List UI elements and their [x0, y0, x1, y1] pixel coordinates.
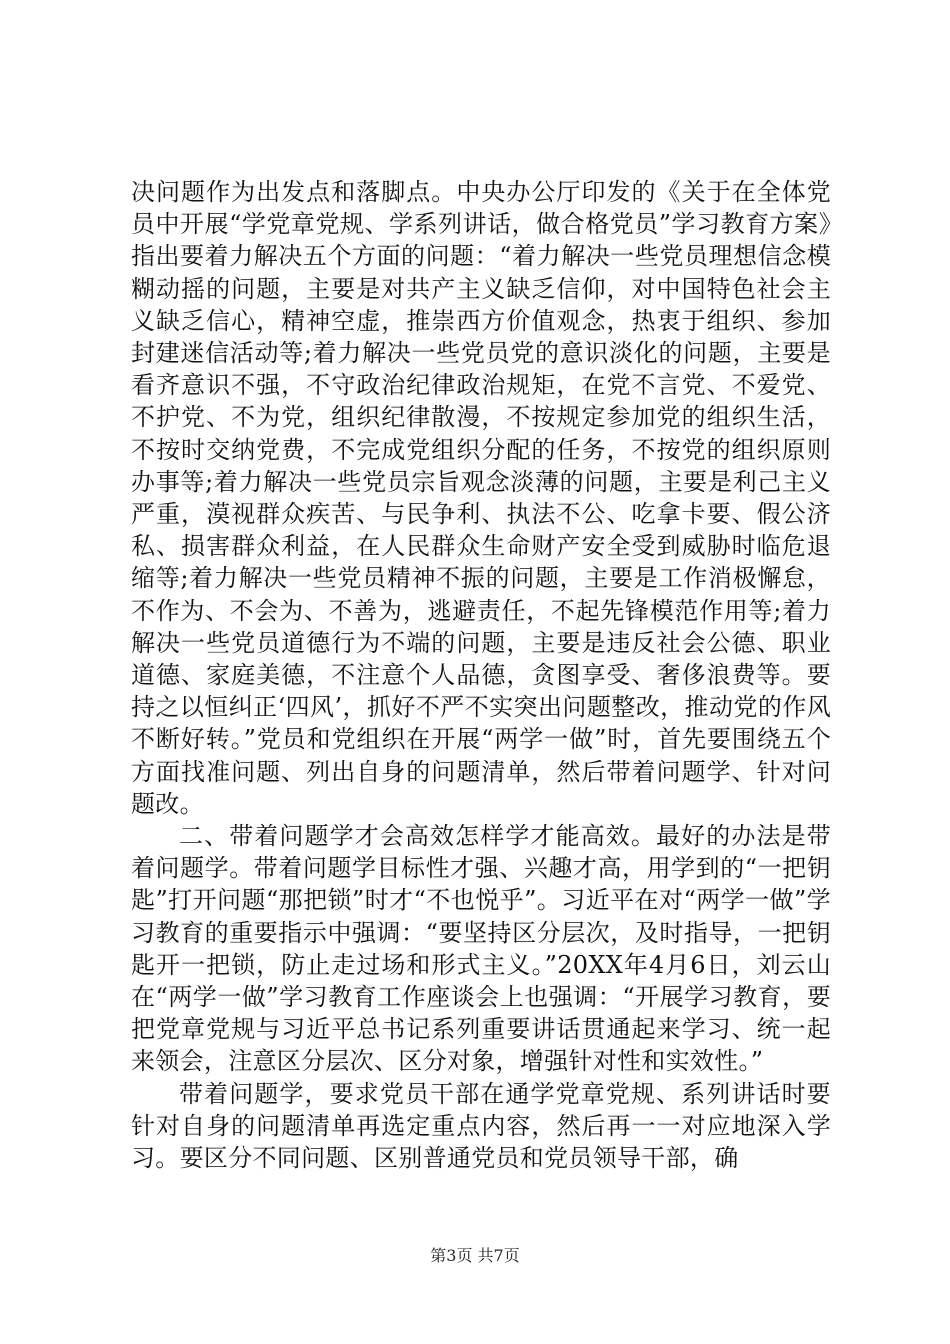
paragraph-continuation: 决问题作为出发点和落脚点。中央办公厅印发的《关于在全体党员中开展“学党章党规、学系列讲话，做合格党员”学习教育方案》指出要着力解决五个方面的问题：“着力解决一些党员理想信念模糊动摇的问题，主要是对共产主义缺乏信仰，对中国特色社会主义缺乏信心，精神空虚，推崇西方价值观念，热衷于组织、参加封建迷信活动等;着力解决一些党员党的意识淡化的问题，主要是看齐意识不强，不守政治纪律政治规矩，在党不言党、不爱党、不护党、不为党，组织纪律散漫，不按规定参加党的组织生活，不按时交纳党费，不完成党组织分配的任务，不按党的组织原则办事等;着力解决一些党员宗旨观念淡薄的问题，主要是利己主义严重，漠视群众疾苦、与民争利、执法不公、吃拿卡要、假公济私、损害群众利益，在人民群众生命财产安全受到威胁时临危退缩等;着力解决一些党员精神不振的问题，主要是工作消极懈怠，不作为、不会为、不善为，逃避责任，不起先锋模范作用等;着力解决一些党员道德行为不端的问题，主要是违反社会公德、职业道德、家庭美德，不注意个人品德，贪图享受、奢侈浪费等。要持之以恒纠正‘四风’，抓好不严不实突出问题整改，推动党的作风不断好转。”党员和党组织在开展“两学一做”时，首先要围绕五个方面找准问题、列出自身的问题清单，然后带着问题学、针对问题改。 — [131, 178, 831, 818]
paragraph-study-with-questions: 带着问题学，要求党员干部在通学党章党规、系列讲话时要针对自身的问题清单再选定重点内容，然后再一一对应地深入学习。要区分不同问题、区别普通党员和党员领导干部，确 — [131, 1079, 831, 1173]
page-footer: 第3页 共7页 — [430, 1246, 520, 1265]
body-text — [131, 176, 831, 1174]
paragraph-section-two: 二、带着问题学才会高效怎样学才能高效。最好的办法是带着问题学。带着问题学目标性才强、兴趣才高，用学到的“一把钥匙”打开问题“那把锁”时才“不也悦乎”。习近平在对“两学一做”学习教育的重要指示中强调：“要坚持区分层次，及时指导，一把钥匙开一把锁，防止走过场和形式主义。”20XX年4月6日，刘云山在“两学一做”学习教育工作座谈会上也强调：“开展学习教育，要把党章党规与习近平总书记系列重要讲话贯通起来学习、统一起来领会，注意区分层次、区分对象，增强针对性和实效性。” — [131, 822, 831, 1076]
